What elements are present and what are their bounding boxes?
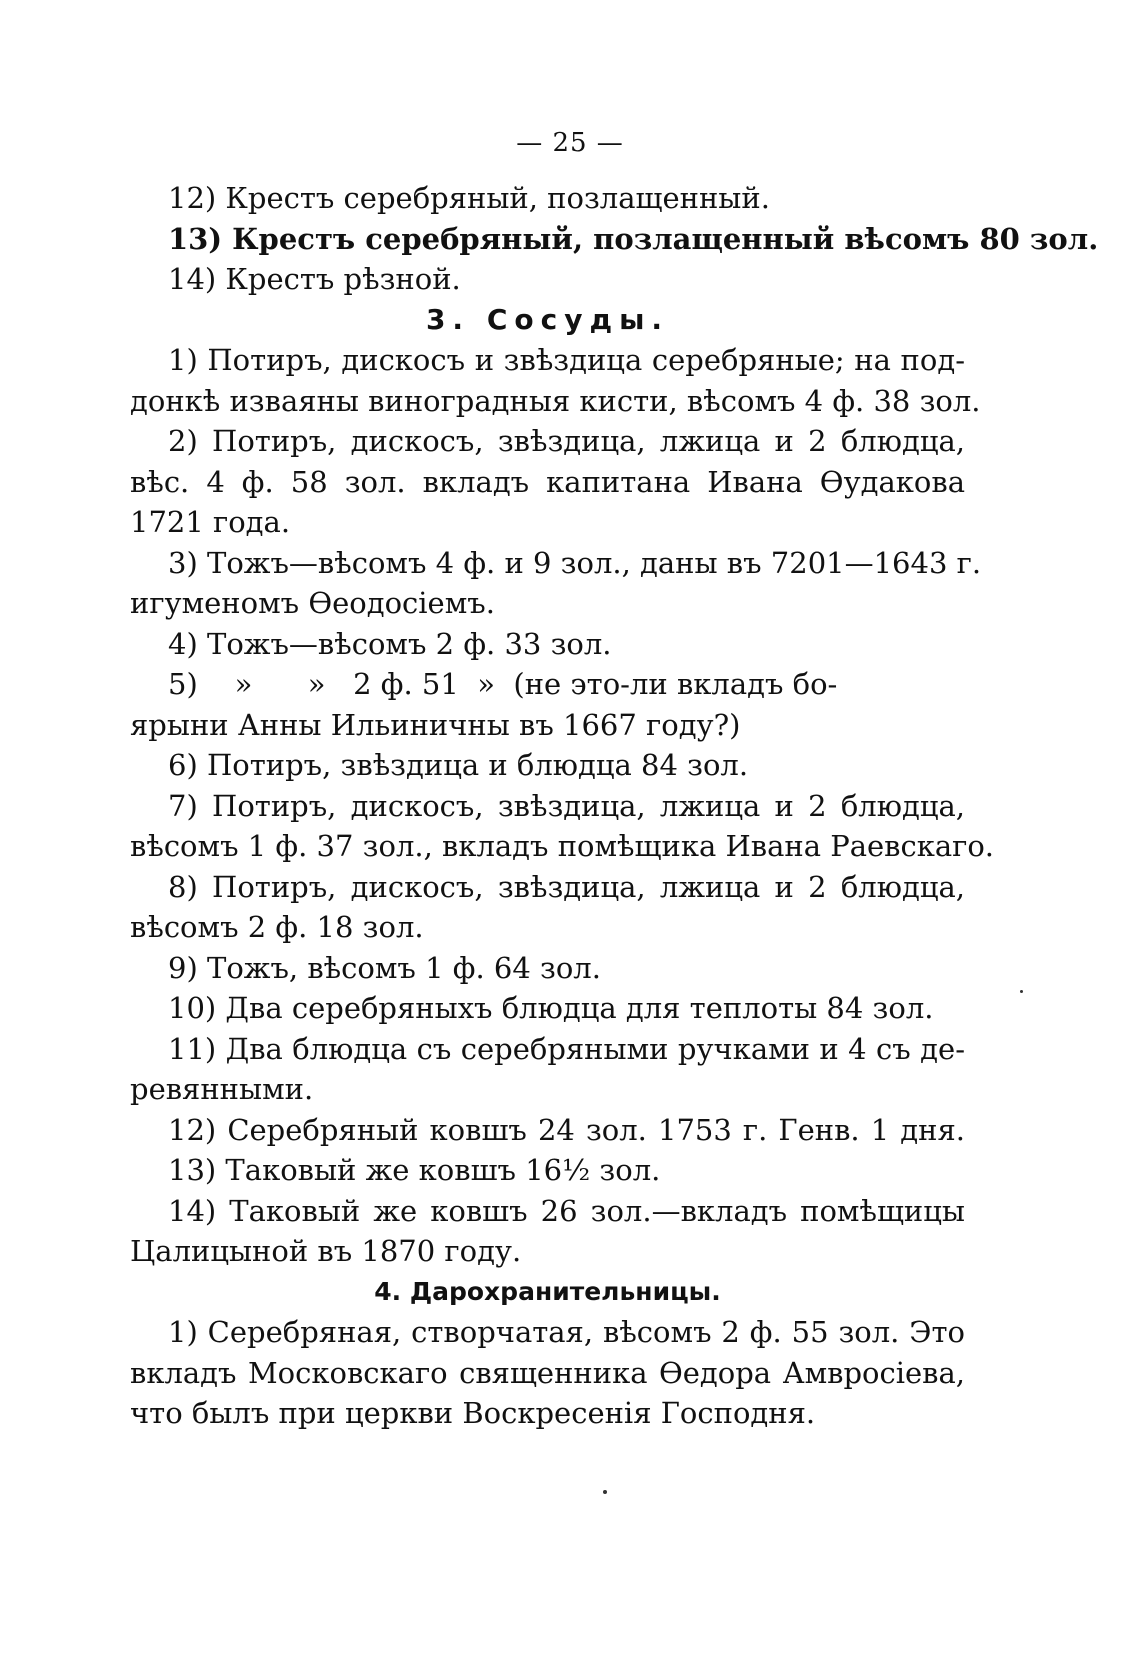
scan-speck — [1020, 990, 1023, 993]
vessel-line: вѣсомъ 2 ф. 18 зол. — [130, 910, 424, 944]
vessel-line: 7) Потиръ, дискосъ, звѣздица, лжица и 2 блюдца, — [168, 788, 965, 823]
document-body — [130, 178, 1099, 1434]
vessel-line: 8) Потиръ, дискосъ, звѣздица, лжица и 2 блюдца, — [168, 869, 965, 904]
vessel-line: 13) Таковый же ковшъ 16½ зол. — [168, 1153, 661, 1187]
vessel-line: 5) » » 2 ф. 51 » (не это-ли вкладъ бо- — [168, 667, 838, 701]
vessel-line: донкѣ изваяны виноградныя кисти, вѣсомъ 4 ф. 38 зол. — [130, 383, 981, 418]
vessel-line: 14) Таковый же ковшъ 26 зол.—вкладъ помѣщицы — [168, 1193, 965, 1228]
section-heading-tabernacles: 4. Дарохранительницы. — [374, 1276, 721, 1306]
vessel-line: 9) Тожъ, вѣсомъ 1 ф. 64 зол. — [168, 950, 601, 985]
vessel-line: ревянными. — [130, 1072, 314, 1106]
vessel-line: игуменомъ Ѳеодосіемъ. — [130, 586, 495, 620]
vessel-line: 1721 года. — [130, 505, 291, 539]
cross-item-13: 13) Крестъ серебряный, позлащенный вѣсомъ 80 зол. — [168, 221, 1099, 256]
tabernacle-line: 1) Серебряная, створчатая, вѣсомъ 2 ф. 55 зол. Это — [168, 1315, 965, 1349]
vessel-line: 1) Потиръ, дискосъ и звѣздица серебряные; на под- — [168, 343, 965, 377]
tabernacle-line: что былъ при церкви Воскресенія Господня. — [130, 1396, 816, 1430]
vessel-line: 12) Серебряный ковшъ 24 зол. 1753 г. Генв. 1 дня. — [168, 1112, 965, 1147]
vessel-line: ярыни Анны Ильиничны въ 1667 году?) — [130, 707, 741, 742]
section-heading-vessels: 3. Сосуды. — [425, 302, 670, 336]
page-number: — 25 — — [516, 128, 624, 158]
cross-item-14: 14) Крестъ рѣзной. — [168, 262, 461, 296]
vessel-line: вѣсомъ 1 ф. 37 зол., вкладъ помѣщика Ивана Раевскаго. — [130, 829, 995, 863]
vessel-line: 6) Потиръ, звѣздица и блюдца 84 зол. — [168, 748, 749, 782]
tabernacle-line: вкладъ Московскаго священника Ѳедора Амвросіева, — [130, 1355, 965, 1390]
vessel-line: 11) Два блюдца съ серебряными ручками и 4 съ де- — [168, 1031, 965, 1066]
vessel-line: вѣс. 4 ф. 58 зол. вкладъ капитана Ивана Ѳудакова — [130, 464, 965, 499]
vessel-line: 4) Тожъ—вѣсомъ 2 ф. 33 зол. — [168, 626, 612, 661]
vessel-line: 2) Потиръ, дискосъ, звѣздица, лжица и 2 блюдца, — [168, 424, 965, 458]
vessel-line: 10) Два серебряныхъ блюдца для теплоты 84 зол. — [168, 991, 934, 1025]
vessel-line: Цалицыной въ 1870 году. — [130, 1234, 522, 1268]
cross-item-12: 12) Крестъ серебряный, позлащенный. — [168, 181, 770, 215]
scan-speck — [603, 1490, 607, 1494]
vessel-line: 3) Тожъ—вѣсомъ 4 ф. и 9 зол., даны въ 7201—1643 г. — [168, 545, 982, 580]
